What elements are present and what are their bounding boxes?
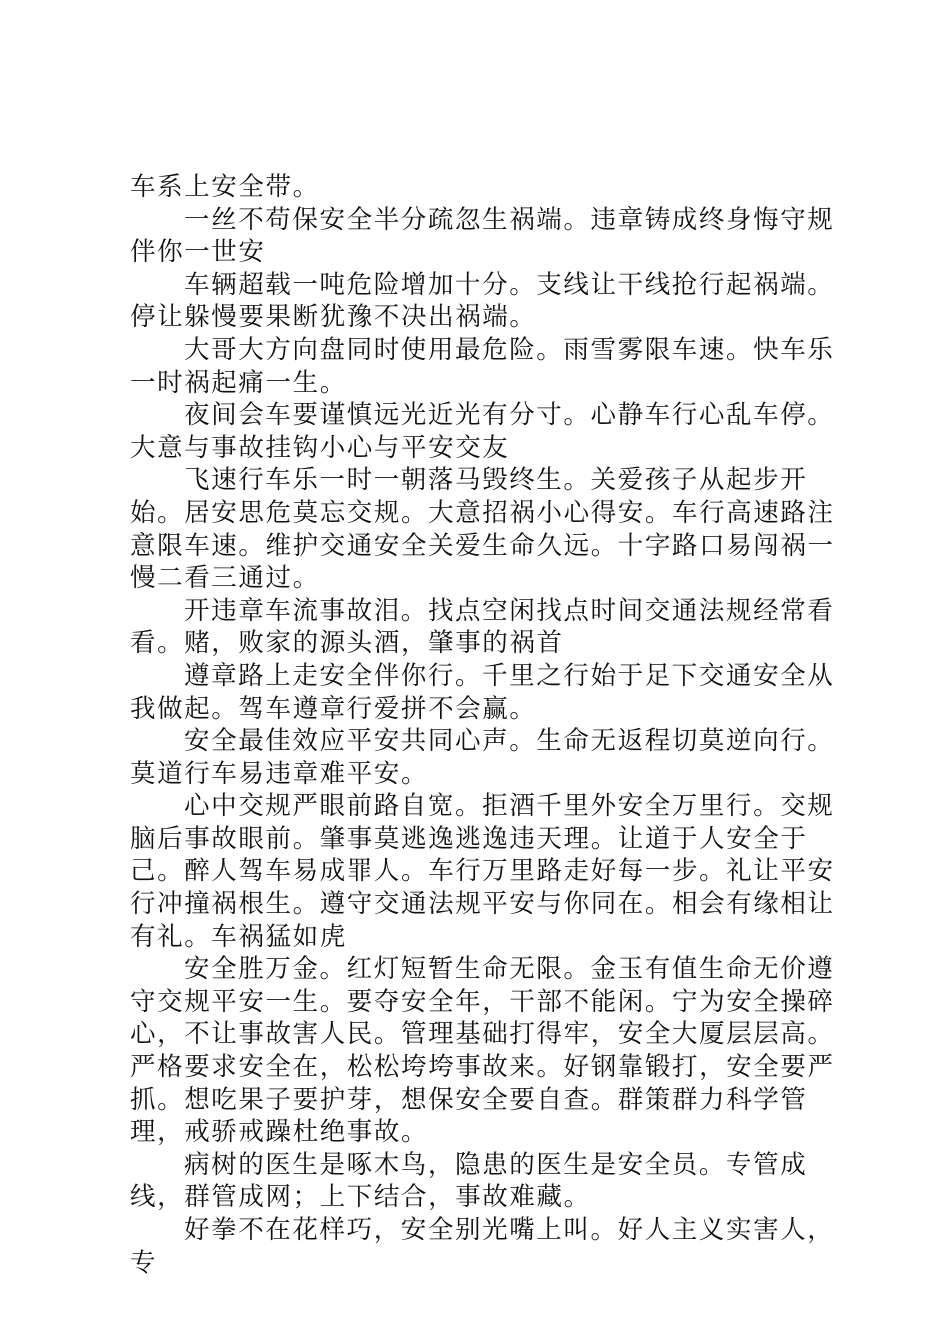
paragraph: 飞速行车乐一时一朝落马毁终生。关爱孩子从起步开始。居安思危莫忘交规。大意招祸小心得安。车行高速路注意限车速。维护交通安全关爱生命久远。十字路口易闯祸一慢二看三通过。 — [130, 465, 835, 594]
paragraph: 车辆超载一吨危险增加十分。支线让干线抢行起祸端。停让躲慢要果断犹豫不决出祸端。 — [130, 269, 835, 333]
paragraph: 安全最佳效应平安共同心声。生命无返程切莫逆向行。莫道行车易违章难平安。 — [130, 726, 835, 789]
paragraph: 一丝不苟保安全半分疏忽生祸端。违章铸成终身悔守规伴你一世安 — [130, 204, 835, 268]
paragraph: 开违章车流事故泪。找点空闲找点时间交通法规经常看看。赌，败家的源头酒，肇事的祸首 — [130, 595, 835, 659]
paragraph: 夜间会车要谨慎远光近光有分寸。心静车行心乱车停。大意与事故挂钩小心与平安交友 — [130, 400, 835, 463]
paragraph: 心中交规严眼前路自宽。拒酒千里外安全万里行。交规脑后事故眼前。肇事莫逃逸逃逸违天理。让道于人安全于己。醉人驾车易成罪人。车行万里路走好每一步。礼让平安行冲撞祸根生。遵守交通法规平安与你同在。相会有缘相让有礼。车祸猛如虎 — [130, 791, 835, 952]
paragraph: 大哥大方向盘同时使用最危险。雨雪雾限车速。快车乐一时祸起痛一生。 — [130, 334, 835, 398]
paragraph: 遵章路上走安全伴你行。千里之行始于足下交通安全从我做起。驾车遵章行爱拼不会赢。 — [130, 660, 835, 724]
paragraph: 车系上安全带。 — [130, 172, 320, 202]
paragraph: 安全胜万金。红灯短暂生命无限。金玉有值生命无价遵守交规平安一生。要夺安全年，干部不能闲。宁为安全操碎心，不让事故害人民。管理基础打得牢，安全大厦层层高。严格要求安全在，松松垮垮事故来。好钢靠锻打，安全要严抓。想吃果子要护芽，想保安全要自查。群策群力科学管理，戒骄戒躁杜绝事故。 — [130, 954, 835, 1148]
document-body — [130, 171, 860, 1279]
paragraph: 病树的医生是啄木鸟，隐患的医生是安全员。专管成线，群管成网；上下结合，事故难藏。 — [130, 1149, 808, 1213]
paragraph: 好拳不在花样巧，安全别光嘴上叫。好人主义实害人，专 — [130, 1215, 835, 1278]
